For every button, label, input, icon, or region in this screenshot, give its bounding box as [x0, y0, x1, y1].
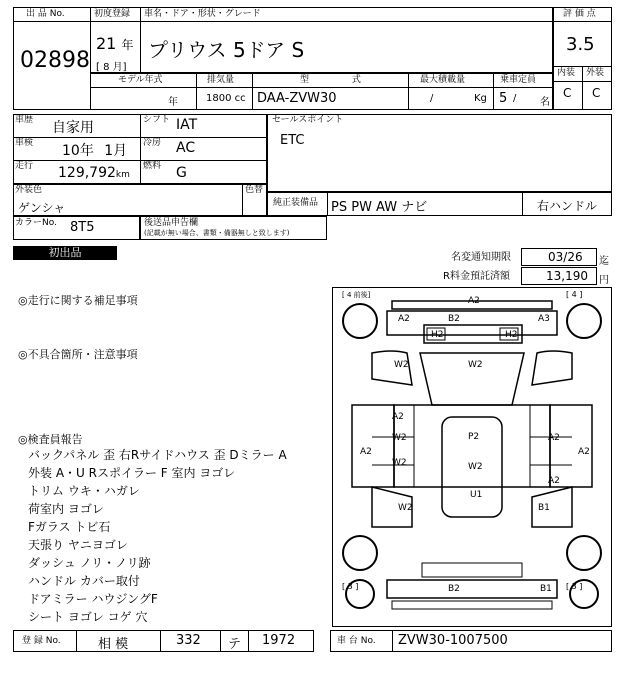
corner-front-right: [ 4 ] [566, 290, 583, 299]
displacement-number: 1800 [206, 93, 232, 104]
mark-headlamp-left: H2 [431, 330, 444, 340]
chassis-label: 車 台 No. [337, 636, 376, 646]
ac-value: AC [176, 140, 196, 156]
inspector-note: 荷室内 ヨゴレ [28, 502, 104, 516]
color-no-value: 8T5 [70, 220, 95, 235]
mark-quarter-right: B1 [538, 503, 550, 513]
mark-door-rl: W2 [392, 458, 407, 468]
sales-point-label: セールスポイント [272, 115, 344, 125]
registration-kana: テ [228, 637, 242, 652]
first-registration-year [96, 34, 133, 53]
defects-title: ◎不具合箇所・注意事項 [18, 348, 138, 361]
mark-door-rr: A2 [548, 476, 560, 486]
mileage-number: 129,792 [58, 165, 116, 181]
lot-number-label: 出 品 No. [26, 9, 65, 19]
inspector-note: 外装 A・U Rスポイラー F 室内 ヨゴレ [28, 466, 236, 480]
mileage-label: 走行 [15, 161, 34, 171]
recycle-fee-label: R料金預託済額 [443, 271, 510, 282]
mark-rear-glass: U1 [470, 490, 483, 500]
chassis-value: ZVW30-1007500 [398, 633, 508, 648]
mark-windshield: W2 [468, 360, 483, 370]
mark-rear-bumper: B2 [448, 584, 460, 594]
color-label: 外装色 [15, 185, 43, 195]
inspector-note: ドアミラー ハウジングF [28, 592, 158, 606]
corner-rear-left: [ 3 ] [342, 582, 359, 591]
steering-value: 右ハンドル [537, 199, 598, 213]
mark-hood-center: B2 [448, 314, 460, 324]
mark-door-fl: W2 [392, 433, 407, 443]
registration-area: 相 模 [98, 637, 129, 652]
capacity-unit: 名 [540, 97, 550, 108]
shift-label: シフト [143, 115, 171, 125]
mark-side-left: A2 [360, 447, 372, 457]
displacement-label: 排気量 [207, 75, 235, 85]
mark-roof: P2 [468, 432, 480, 442]
max-load-unit: Kg [474, 93, 487, 104]
displacement-unit: cc [234, 93, 246, 104]
recycle-fee-unit: 円 [599, 275, 609, 286]
recycle-fee-value: 13,190 [546, 269, 588, 283]
mark-side-right: A2 [578, 447, 590, 457]
fuel-value: G [176, 165, 187, 181]
capacity-label: 乗車定員 [500, 75, 537, 85]
first-registration-label: 初度登録 [94, 9, 131, 19]
interior-grade: C [563, 86, 572, 100]
aftermarket-label: 後送品申告欄 [144, 218, 199, 228]
exterior-label: 外装 [586, 68, 605, 78]
mileage-unit: km [115, 170, 130, 180]
interior-label: 内装 [557, 68, 576, 78]
first-registration-month: [ 8 月] [96, 62, 127, 73]
displacement-value [206, 93, 246, 104]
shift-value: IAT [176, 117, 198, 133]
lot-number: 02898 [20, 48, 90, 73]
car-name: プリウス 5ドア S [148, 38, 305, 62]
inspector-note: ダッシュ ノリ・ノリ跡 [28, 556, 151, 570]
corner-rear-right: [ 3 ] [566, 582, 583, 591]
mileage-value [58, 165, 130, 181]
capacity-slash: / [513, 93, 517, 104]
notice-deadline-label: 名変通知期限 [451, 252, 511, 263]
wheel-front-right [567, 304, 601, 338]
type-label: 型 式 [300, 75, 361, 85]
wheel-front-left [343, 304, 377, 338]
notice-deadline-unit: 迄 [599, 256, 609, 267]
type-value: DAA-ZVW30 [257, 91, 337, 106]
history-label: 車歴 [15, 115, 34, 125]
notice-deadline-value: 03/26 [548, 250, 583, 264]
year-value: 21 [96, 34, 117, 53]
wheel-rear-right [567, 536, 601, 570]
mark-hood-right: A3 [538, 314, 550, 324]
mark-headlamp-right: H2 [505, 330, 518, 340]
car-damage-diagram [332, 287, 612, 627]
equipment-value: PS PW AW ナビ [331, 200, 428, 215]
inspector-note: ハンドル カバー取付 [28, 574, 140, 588]
mark-front-bumper: A2 [468, 296, 480, 306]
color-change-label: 色替 [245, 185, 264, 195]
mark-hood-left: A2 [398, 314, 410, 324]
sales-point-value: ETC [280, 133, 305, 148]
grade-value: 3.5 [566, 34, 595, 55]
inspector-title: ◎検査員報告 [18, 433, 83, 446]
inspection-value: 10年 1月 [62, 143, 128, 159]
color-no-label: カラーNo. [15, 218, 57, 228]
supplement-title: ◎走行に関する補足事項 [18, 294, 138, 307]
inspector-note: 天張り ヤニヨゴレ [28, 538, 128, 552]
mark-door-fr: A2 [548, 433, 560, 443]
ac-label: 冷房 [143, 138, 162, 148]
color-value: ゲンシャ [18, 201, 66, 215]
mark-door-fl-top: A2 [392, 412, 404, 422]
registration-label: 登 録 No. [22, 636, 61, 646]
inspector-note: シート ヨゴレ コゲ 穴 [28, 610, 148, 624]
corner-front-left: [ 4 前後] [342, 291, 371, 299]
grade-label: 評 価 点 [563, 9, 596, 19]
inspector-note: バックパネル 歪 右Rサイドハウス 歪 Dミラー A [28, 448, 287, 462]
first-listing-badge: 初出品 [13, 246, 117, 260]
inspection-label: 車検 [15, 138, 34, 148]
fuel-label: 燃料 [143, 161, 162, 171]
inspector-note: Fガラス トビ石 [28, 520, 111, 534]
aftermarket-note: (記載が無い場合、書類・備器無しと致します) [144, 229, 290, 237]
max-load-label: 最大積載量 [420, 75, 466, 85]
car-name-label: 車名・ドア・形状・グレード [144, 9, 261, 19]
max-load-slash: / [430, 93, 434, 104]
mark-rear-right: B1 [540, 584, 552, 594]
equipment-label: 純正装備品 [273, 198, 319, 208]
capacity-value: 5 [499, 91, 508, 106]
registration-number: 1972 [262, 633, 296, 648]
model-year-unit: 年 [168, 97, 178, 108]
mark-quarter-left: W2 [398, 503, 413, 513]
inspector-note: トリム ウキ・ハガレ [28, 484, 140, 498]
wheel-rear-left [343, 536, 377, 570]
mark-fender-left: W2 [394, 360, 409, 370]
model-year-label: モデル年式 [118, 75, 163, 85]
history-value: 自家用 [52, 120, 94, 136]
registration-class: 332 [176, 633, 201, 648]
exterior-grade: C [592, 86, 601, 100]
year-unit: 年 [121, 38, 134, 52]
mark-roof-mid: W2 [468, 462, 483, 472]
